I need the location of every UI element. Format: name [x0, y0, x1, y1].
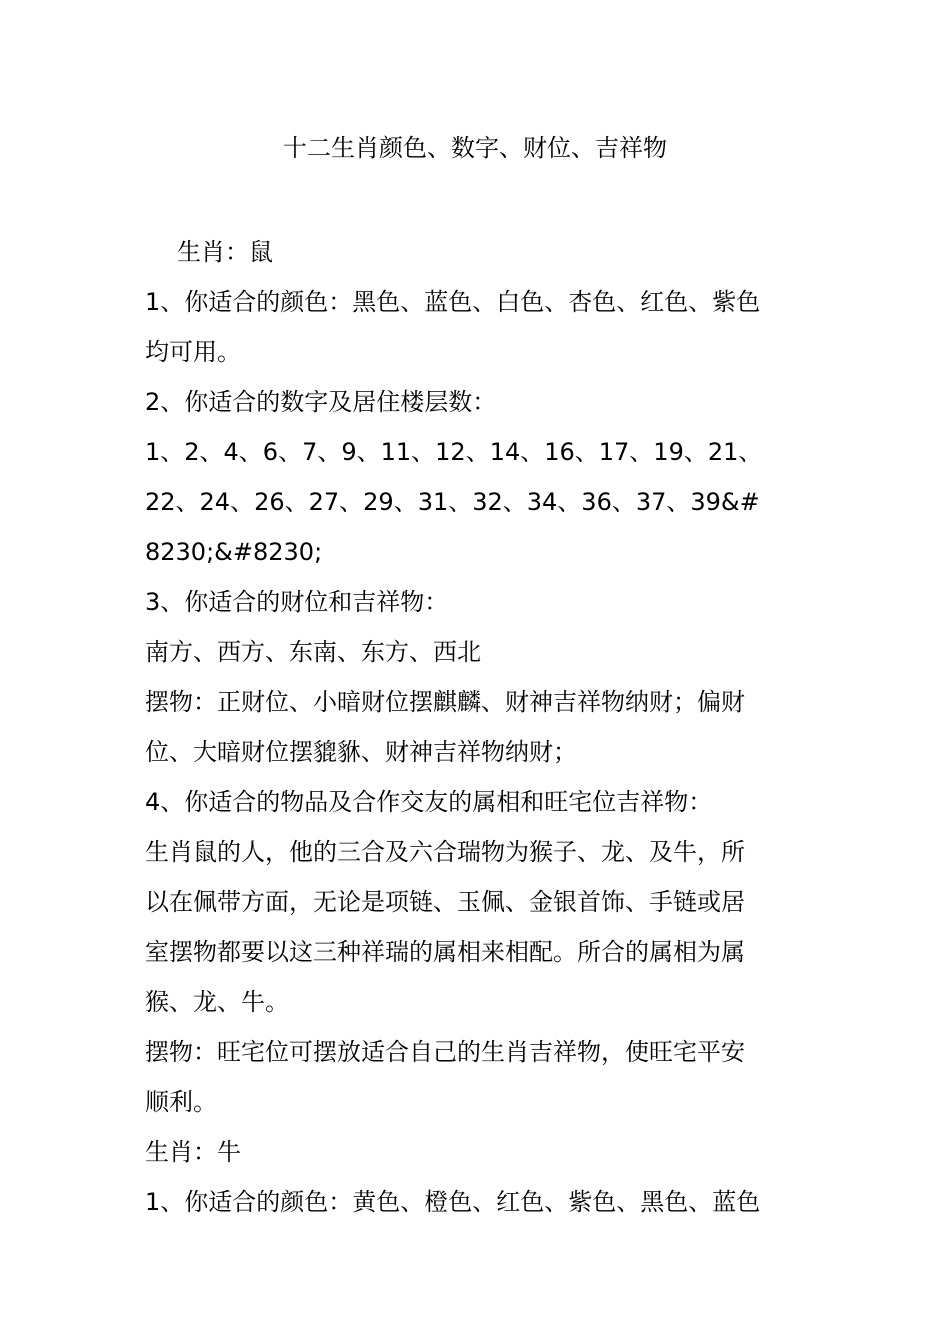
paragraph-line: 8230;&#8230;	[145, 538, 323, 566]
section-heading-ox: 生肖：牛	[145, 1138, 241, 1166]
paragraph-line: 22、24、26、27、29、31、32、34、36、37、39&#	[145, 488, 760, 516]
paragraph-line: 2、你适合的数字及居住楼层数：	[145, 388, 497, 416]
paragraph-line: 1、你适合的颜色：黄色、橙色、红色、紫色、黑色、蓝色	[145, 1188, 761, 1216]
paragraph-line: 1、2、4、6、7、9、11、12、14、16、17、19、21、	[145, 438, 763, 466]
paragraph-line: 摆物：正财位、小暗财位摆麒麟、财神吉祥物纳财；偏财	[145, 688, 745, 716]
paragraph-line: 以在佩带方面，无论是项链、玉佩、金银首饰、手链或居	[145, 888, 745, 916]
paragraph-line: 均可用。	[145, 338, 241, 366]
paragraph-line: 顺利。	[145, 1088, 217, 1116]
document-title: 十二生肖颜色、数字、财位、吉祥物	[283, 134, 667, 162]
paragraph-line: 4、你适合的物品及合作交友的属相和旺宅位吉祥物：	[145, 788, 713, 816]
paragraph-line: 摆物：旺宅位可摆放适合自己的生肖吉祥物，使旺宅平安	[145, 1038, 745, 1066]
paragraph-line: 位、大暗财位摆貔貅、财神吉祥物纳财；	[145, 738, 577, 766]
document-body	[145, 227, 815, 1227]
section-heading-rat: 生肖：鼠	[177, 238, 273, 266]
paragraph-line: 3、你适合的财位和吉祥物：	[145, 588, 449, 616]
paragraph-line: 生肖鼠的人，他的三合及六合瑞物为猴子、龙、及牛，所	[145, 838, 745, 866]
paragraph-line: 南方、西方、东南、东方、西北	[145, 638, 481, 666]
paragraph-line: 猴、龙、牛。	[145, 988, 289, 1016]
paragraph-line: 室摆物都要以这三种祥瑞的属相来相配。所合的属相为属	[145, 938, 745, 966]
paragraph-line: 1、你适合的颜色：黑色、蓝色、白色、杏色、红色、紫色	[145, 288, 761, 316]
